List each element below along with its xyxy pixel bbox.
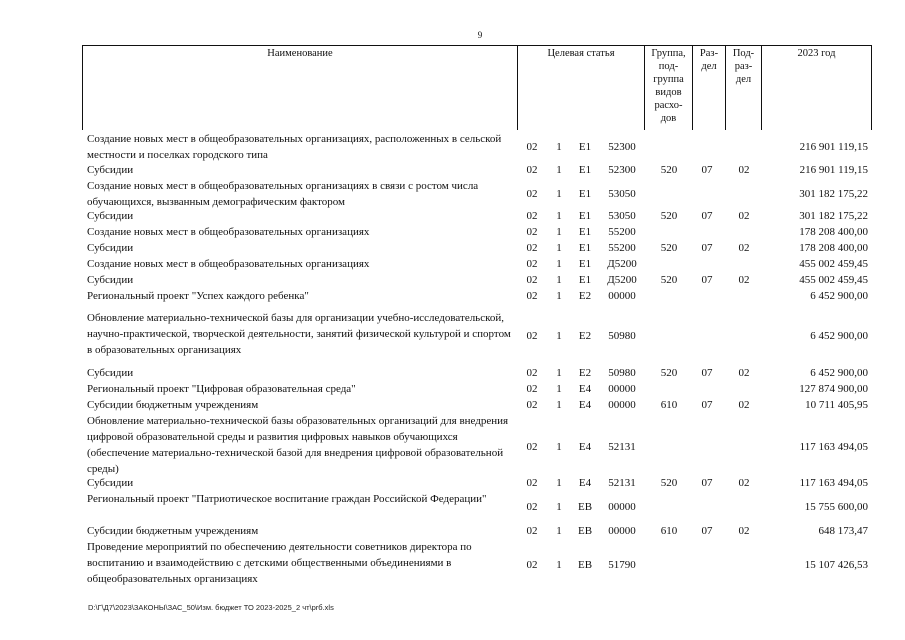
row-c4: 51790: [608, 559, 636, 571]
row-amount: 117 163 494,05: [799, 477, 868, 489]
row-amount: 10 711 405,95: [805, 399, 868, 411]
row-amount: 127 874 900,00: [799, 383, 868, 395]
row-c2: 1: [556, 559, 562, 571]
row-name: Субсидии бюджетным учреждениям: [87, 525, 259, 537]
row-c2: 1: [556, 274, 562, 286]
row-c1: 02: [526, 330, 538, 342]
row-c3: E4: [578, 383, 592, 395]
row-c1: 02: [526, 477, 538, 489]
row-c2: 1: [556, 501, 562, 513]
table-row: [0, 365, 905, 381]
row-c4: 52300: [608, 141, 636, 153]
row-c1: 02: [526, 274, 538, 286]
table-row: [0, 131, 905, 163]
row-c2: 1: [556, 441, 562, 453]
header-group: Группа, под- группа видов расхо- дов: [651, 48, 686, 124]
row-name: Региональный проект "Цифровая образовательная среда": [87, 383, 356, 395]
row-c3: E2: [578, 330, 592, 342]
table-row: [0, 539, 905, 585]
table-row: [0, 491, 905, 523]
header-section: Раз- дел: [699, 48, 719, 72]
table-row: [0, 272, 905, 288]
row-grp: 520: [660, 477, 678, 489]
row-c2: 1: [556, 164, 562, 176]
row-c3: E4: [578, 441, 592, 453]
header-target: Целевая статья: [547, 48, 615, 59]
row-c3: E1: [578, 164, 592, 176]
row-c1: 02: [526, 525, 538, 537]
row-c2: 1: [556, 210, 562, 222]
row-c2: 1: [556, 258, 562, 270]
row-c2: 1: [556, 383, 562, 395]
row-c3: E2: [578, 367, 592, 379]
row-amount: 455 002 459,45: [799, 274, 868, 286]
row-c2: 1: [556, 330, 562, 342]
row-amount: 301 182 175,22: [799, 210, 868, 222]
row-c1: 02: [526, 367, 538, 379]
row-c2: 1: [556, 141, 562, 153]
table-row: [0, 224, 905, 240]
row-c1: 02: [526, 290, 538, 302]
row-c3: E1: [578, 188, 592, 200]
row-c1: 02: [526, 141, 538, 153]
row-sec: 07: [701, 164, 713, 176]
header-year: 2023 год: [797, 48, 836, 59]
row-amount: 216 901 119,15: [799, 141, 868, 153]
row-amount: 6 452 900,00: [810, 290, 868, 302]
row-c3: E1: [578, 258, 592, 270]
row-amount: 6 452 900,00: [810, 330, 868, 342]
row-c1: 02: [526, 399, 538, 411]
row-c1: 02: [526, 501, 538, 513]
row-c3: E1: [578, 242, 592, 254]
row-name: Субсидии: [87, 274, 134, 286]
row-grp: 610: [660, 399, 678, 411]
row-c4: 50980: [608, 367, 636, 379]
row-c4: 50980: [608, 330, 636, 342]
row-sub: 02: [738, 274, 750, 286]
row-c3: E1: [578, 210, 592, 222]
row-c4: 53050: [608, 188, 636, 200]
row-amount: 178 208 400,00: [799, 242, 868, 254]
row-amount: 117 163 494,05: [799, 441, 868, 453]
row-c4: Д5200: [607, 258, 637, 270]
row-c3: EB: [577, 525, 593, 537]
row-name: Обновление материально-технической базы для организации учебно-исследовательской, научно-практической, творческой деятельности, занятий физической культурой и спортом в образовательных организациях: [87, 312, 511, 356]
table-row: [0, 413, 905, 475]
table-row: [0, 475, 905, 491]
table-row: [0, 208, 905, 224]
row-grp: 520: [660, 274, 678, 286]
row-grp: 520: [660, 164, 678, 176]
row-c1: 02: [526, 210, 538, 222]
row-c1: 02: [526, 441, 538, 453]
row-name: Проведение мероприятий по обеспечению деятельности советников директора по воспитанию и взаимодействию с детскими общественными объединениями в общеобразовательных организациях: [87, 541, 472, 585]
row-amount: 15 107 426,53: [804, 559, 868, 571]
table-row: [0, 397, 905, 413]
row-sec: 07: [701, 210, 713, 222]
row-amount: 15 755 600,00: [804, 501, 868, 513]
row-c4: 52300: [608, 164, 636, 176]
table-row: [0, 288, 905, 304]
row-c4: 00000: [608, 525, 636, 537]
row-sub: 02: [738, 210, 750, 222]
row-c3: EB: [577, 559, 593, 571]
row-sec: 07: [701, 477, 713, 489]
row-name: Региональный проект "Успех каждого ребенка": [87, 290, 309, 302]
row-c2: 1: [556, 367, 562, 379]
row-c3: EB: [577, 501, 593, 513]
row-c1: 02: [526, 242, 538, 254]
row-sub: 02: [738, 477, 750, 489]
table-row: [0, 310, 905, 358]
row-sec: 07: [701, 242, 713, 254]
row-sec: 07: [701, 367, 713, 379]
row-c2: 1: [556, 226, 562, 238]
row-amount: 648 173,47: [818, 525, 868, 537]
row-c4: 52131: [608, 441, 636, 453]
row-name: Обновление материально-технической базы образовательных организаций для внедрения цифровой образовательной среды и развития цифровых навыков обучающихся (обеспечение материально-технической базой для внедрения цифровой образовательной среды): [87, 415, 509, 475]
row-sub: 02: [738, 525, 750, 537]
row-c4: 55200: [608, 226, 636, 238]
row-c3: E1: [578, 274, 592, 286]
row-c3: E1: [578, 226, 592, 238]
row-c4: 00000: [608, 290, 636, 302]
row-sub: 02: [738, 242, 750, 254]
row-c2: 1: [556, 242, 562, 254]
row-c1: 02: [526, 383, 538, 395]
row-c2: 1: [556, 290, 562, 302]
row-grp: 520: [660, 242, 678, 254]
row-name: Создание новых мест в общеобразовательных организациях: [87, 226, 370, 238]
row-sec: 07: [701, 399, 713, 411]
row-c1: 02: [526, 258, 538, 270]
row-c2: 1: [556, 188, 562, 200]
row-name: Субсидии: [87, 210, 134, 222]
row-name: Субсидии: [87, 477, 134, 489]
row-amount: 301 182 175,22: [799, 188, 868, 200]
row-name: Создание новых мест в общеобразовательных организациях, расположенных в сельской местности и поселках городского типа: [87, 133, 502, 161]
row-c1: 02: [526, 164, 538, 176]
row-name: Субсидии: [87, 164, 134, 176]
row-amount: 6 452 900,00: [810, 367, 868, 379]
row-amount: 178 208 400,00: [799, 226, 868, 238]
header-subsection: Под- раз- дел: [732, 48, 755, 85]
row-c3: E4: [578, 399, 592, 411]
row-c1: 02: [526, 226, 538, 238]
file-path-footer: D:\Г\Д7\2023\ЗАКОНЫ\ЗАС_50\Изм. бюджет ТО 2023-2025_2 чт\рrб.xls: [88, 603, 334, 612]
row-c2: 1: [556, 399, 562, 411]
row-name: Региональный проект "Патриотическое воспитание граждан Российской Федерации": [87, 493, 487, 505]
row-c2: 1: [556, 477, 562, 489]
row-grp: 610: [660, 525, 678, 537]
row-c3: E4: [578, 477, 592, 489]
table-row: [0, 162, 905, 178]
header-name: Наименование: [267, 48, 333, 59]
row-sub: 02: [738, 367, 750, 379]
table-row: [0, 381, 905, 397]
row-sub: 02: [738, 399, 750, 411]
table-row: [0, 178, 905, 210]
row-amount: 216 901 119,15: [799, 164, 868, 176]
row-sub: 02: [738, 164, 750, 176]
row-c4: 00000: [608, 383, 636, 395]
row-c1: 02: [526, 188, 538, 200]
row-sec: 07: [701, 274, 713, 286]
table-row: [0, 256, 905, 272]
row-name: Создание новых мест в общеобразовательных организациях: [87, 258, 370, 270]
row-c1: 02: [526, 559, 538, 571]
row-name: Субсидии бюджетным учреждениям: [87, 399, 259, 411]
row-c4: 53050: [608, 210, 636, 222]
row-name: Создание новых мест в общеобразовательных организациях в связи с ростом числа обучающихся, вызванным демографическим фактором: [87, 180, 479, 208]
row-name: Субсидии: [87, 242, 134, 254]
row-c2: 1: [556, 525, 562, 537]
row-grp: 520: [660, 210, 678, 222]
row-c3: E1: [578, 141, 592, 153]
page-number: 9: [477, 30, 483, 40]
table-row: [0, 523, 905, 539]
row-grp: 520: [660, 367, 678, 379]
row-c4: 52131: [608, 477, 636, 489]
row-amount: 455 002 459,45: [799, 258, 868, 270]
row-c4: 00000: [608, 501, 636, 513]
row-c4: 00000: [608, 399, 636, 411]
table-row: [0, 240, 905, 256]
row-c4: 55200: [608, 242, 636, 254]
row-c3: E2: [578, 290, 592, 302]
row-name: Субсидии: [87, 367, 134, 379]
row-sec: 07: [701, 525, 713, 537]
row-c4: Д5200: [607, 274, 637, 286]
